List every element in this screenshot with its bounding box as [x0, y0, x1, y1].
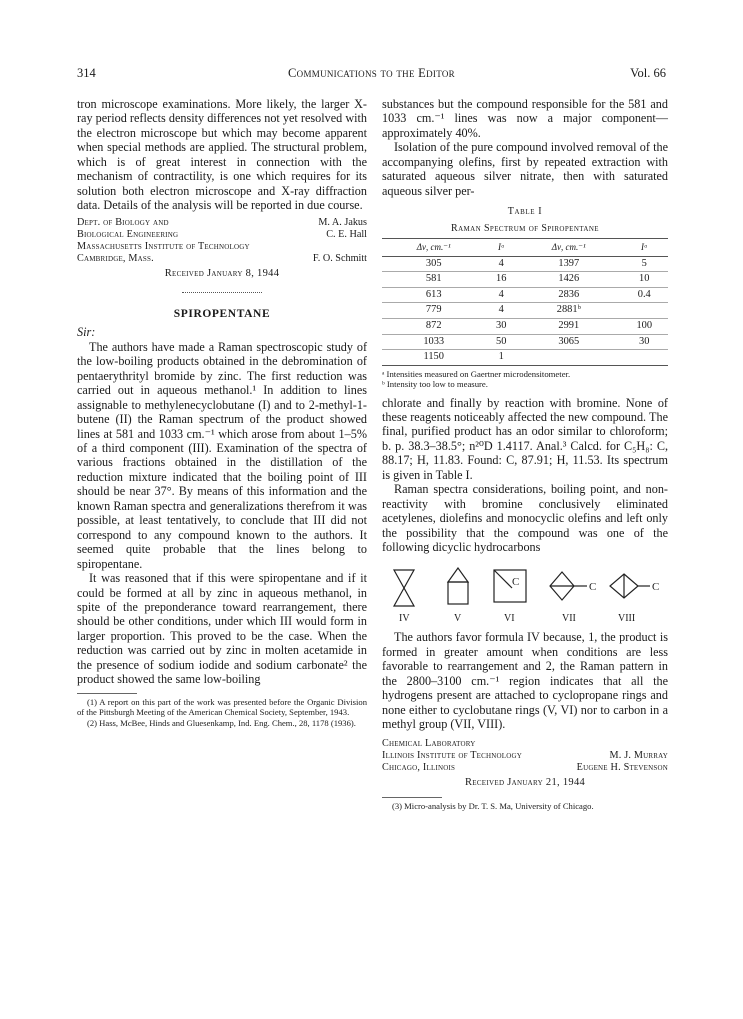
table-cell: 1: [485, 350, 517, 366]
table-cell: 3065: [517, 334, 620, 350]
table-header: Iᵃ: [621, 239, 669, 256]
table-cell: 100: [621, 318, 669, 334]
table-cell: 4: [485, 287, 517, 303]
table-cell: 0.4: [621, 287, 669, 303]
table-row: [382, 334, 668, 350]
table-cell: 872: [382, 318, 485, 334]
table-cell: 4: [485, 303, 517, 319]
affiliation-dept: Dept. of Biology and: [77, 216, 169, 228]
table-row: [382, 318, 668, 334]
affiliation-row: [77, 217, 367, 229]
table-cell: 1033: [382, 334, 485, 350]
table-cell: 1397: [517, 256, 620, 272]
received-date: Received January 8, 1944: [164, 268, 280, 280]
structure-label: VII: [562, 613, 576, 625]
continued-paragraph: tron microscope examinations. More likely, the larger X-ray period reflects density differences not yet resolved with the electron microscope but which may become apparent when special methods are applied. The structural problem, which is of great interest in connection with the mechanism of contractility, is one which requires for its solution both electron microscope and X-ray diffraction data. Details of the analysis will be reported in due course.: [77, 97, 367, 213]
footnotes: [77, 697, 367, 729]
footnote-divider: [77, 693, 137, 694]
table-row: [382, 272, 668, 288]
table-cell: 30: [485, 318, 517, 334]
table-body: [382, 256, 668, 365]
footnote-divider: [382, 797, 442, 798]
affiliation-dept: Biological Engineering: [77, 228, 179, 240]
table-row: [382, 350, 668, 366]
author-affiliation: [77, 217, 367, 266]
structure-atom-label: C: [652, 581, 660, 594]
body-paragraph: substances but the compound responsible for the 581 and 1033 cm.⁻¹ lines was now a major component—approximately 40%.: [382, 97, 668, 140]
lab-row: [382, 750, 668, 762]
table-cell: [621, 303, 669, 319]
lab-row: [382, 738, 668, 750]
body-paragraph: Raman spectra considerations, boiling point, and non-reactivity with bromine conclusively eliminated acetylenes, diolefins and monocyclic olefins and left only the possibility that the compound was one of the following dicyclic hydrocarbons: [382, 482, 668, 555]
table-cell: 50: [485, 334, 517, 350]
lab-affiliation: [382, 738, 668, 775]
structure-labels: [382, 612, 668, 624]
structure-label: VI: [504, 613, 515, 625]
table-notes: [382, 369, 668, 390]
footnote: (3) Micro-analysis by Dr. T. S. Ma, University of Chicago.: [392, 800, 594, 811]
lab-author: Eugene H. Stevenson: [576, 762, 668, 774]
table-cell: 1426: [517, 272, 620, 288]
table-cell: 5: [621, 256, 669, 272]
left-column: [77, 97, 367, 728]
section-divider: [182, 292, 262, 293]
lab-author: M. J. Murray: [609, 749, 668, 761]
structure-label: VIII: [618, 613, 636, 625]
table-cell: 4: [485, 256, 517, 272]
structure-atom-label: C: [512, 576, 520, 589]
body-paragraph: It was reasoned that if this were spiropentane and if it could be formed at all by zinc in aqueous methanol, in spite of the preponderance toward rearrangement, there should be other conditions, under which III would form in larger proportion. This proved to be the case. When the reduction was carried out by zinc in molten acetamide in the presence of sodium iodide and sodium carbonate² the product showed the same low-boiling: [77, 571, 367, 687]
table-cell: 779: [382, 303, 485, 319]
raman-table: [382, 238, 668, 366]
affiliation-author: M. A. Jakus: [318, 216, 367, 228]
footnote: (2) Hass, McBee, Hinds and Gluesenkamp, Ind. Eng. Chem., 28, 1178 (1936).: [87, 717, 356, 728]
lab-row: [382, 762, 668, 774]
structure-iv: [394, 570, 414, 606]
structure-viii: [610, 574, 650, 598]
table-cell: 30: [621, 334, 669, 350]
received-date: Received January 21, 1944: [464, 777, 586, 789]
table-note: ᵇ Intensity too low to measure.: [382, 379, 488, 390]
body-paragraph: The authors have made a Raman spectroscopic study of the low-boiling products obtained in the debromination of pentaerythrityl bromide by zinc. The first reduction was carried out in aqueous methanol.¹ In addition to lines assignable to methylenecyclobutane (I) and to 2-methyl-1-butene (II) the Raman spectrum of the product showed lines at 581 and 1033 cm.⁻¹ which arose from about 1–5% of a third component (III). Examination of the spectra of various fractions obtained in the distillation of the reduction mixture indicated that the boiling point of III should be near 37°. By means of this information and the known Raman spectra and generalizations therefrom it was possible, at least tentatively, to conclude that III did not correspond to any compound known to the authors. It seemed quite probable that the lines belong to spiropentane.: [77, 339, 367, 571]
lab-institution: Illinois Institute of Technology: [382, 749, 523, 761]
table-header: Δν, cm.⁻¹: [382, 239, 485, 256]
page-number: 314: [77, 66, 96, 80]
table-header: Iᵃ: [485, 239, 517, 256]
table-number: Table I: [507, 206, 543, 218]
table-row: [382, 287, 668, 303]
table-cell: 1150: [382, 350, 485, 366]
table-note: ᵃ Intensities measured on Gaertner microdensitometer.: [382, 368, 571, 379]
footnotes: [382, 801, 668, 812]
table-cell: 16: [485, 272, 517, 288]
table-cell: 613: [382, 287, 485, 303]
table-header: Δν, cm.⁻¹: [517, 239, 620, 256]
volume-label: Vol. 66: [630, 66, 666, 80]
table-cell: 10: [621, 272, 669, 288]
structure-vii: [550, 572, 587, 600]
salutation: Sir:: [77, 325, 96, 340]
page-header: [77, 66, 666, 84]
structure-v: [448, 568, 468, 604]
table-cell: 2881ᵇ: [517, 303, 620, 319]
structure-label: IV: [399, 613, 410, 625]
affiliation-row: [77, 229, 367, 241]
body-paragraph: The authors favor formula IV because, 1, the product is formed in greater amount when conditions are less favorable to rearrangement and 2, the Raman pattern in the 2800–3100 cm.⁻¹ region indicates that all the hydrogens present are attached to cyclopropane rings and none either to cyclobutane rings (V, VI) nor to carbon in a methyl group (VII, VIII).: [382, 630, 668, 732]
footnote: (1) A report on this part of the work was presented before the Organic Division of the Pittsburgh Meeting of the American Chemical Society, September, 1943.: [77, 696, 367, 718]
table-cell: [517, 350, 620, 366]
structure-atom-label: C: [589, 581, 597, 594]
table-cell: 305: [382, 256, 485, 272]
affiliation-dept: Cambridge, Mass.: [77, 253, 154, 265]
table-cell: 581: [382, 272, 485, 288]
body-paragraph: Isolation of the pure compound involved removal of the accompanying olefins, first by repeated extraction with saturated aqueous silver nitrate, then with saturated aqueous silver per-: [382, 140, 668, 198]
table-caption: Raman Spectrum of Spiropentane: [451, 222, 599, 234]
affiliation-row: [77, 241, 367, 253]
table-cell: 2836: [517, 287, 620, 303]
structures-svg: [382, 562, 668, 614]
affiliation-author: C. E. Hall: [326, 228, 367, 240]
table-header-row: [382, 239, 668, 256]
right-column: [382, 97, 668, 811]
table-cell: [621, 350, 669, 366]
table-row: [382, 303, 668, 319]
table-cell: 2991: [517, 318, 620, 334]
body-paragraph: chlorate and finally by reaction with bromine. None of these reagents noticeably affected the new compound. The final, purified product has an odor similar to chloroform; b. p. 38.3–38.5°; n²⁰D 1.4117. Anal.³ Calcd. for C₅H₈: C, 88.17; H, 11.83. Found: C, 87.91; H, 11.53. Its spectrum is given in Table I.: [382, 395, 668, 482]
affiliation-dept: Massachusetts Institute of Technology: [77, 241, 250, 253]
structure-diagrams: [382, 562, 668, 614]
article-title: SPIROPENTANE: [173, 307, 271, 320]
table-row: [382, 256, 668, 272]
lab-institution: Chicago, Illinois: [382, 762, 456, 774]
lab-institution: Chemical Laboratory: [382, 737, 476, 749]
running-head: Communications to the Editor: [288, 66, 455, 80]
structure-label: V: [454, 613, 462, 625]
affiliation-author: F. O. Schmitt: [312, 253, 367, 265]
affiliation-row: [77, 253, 367, 265]
structure-vi: [494, 570, 526, 602]
